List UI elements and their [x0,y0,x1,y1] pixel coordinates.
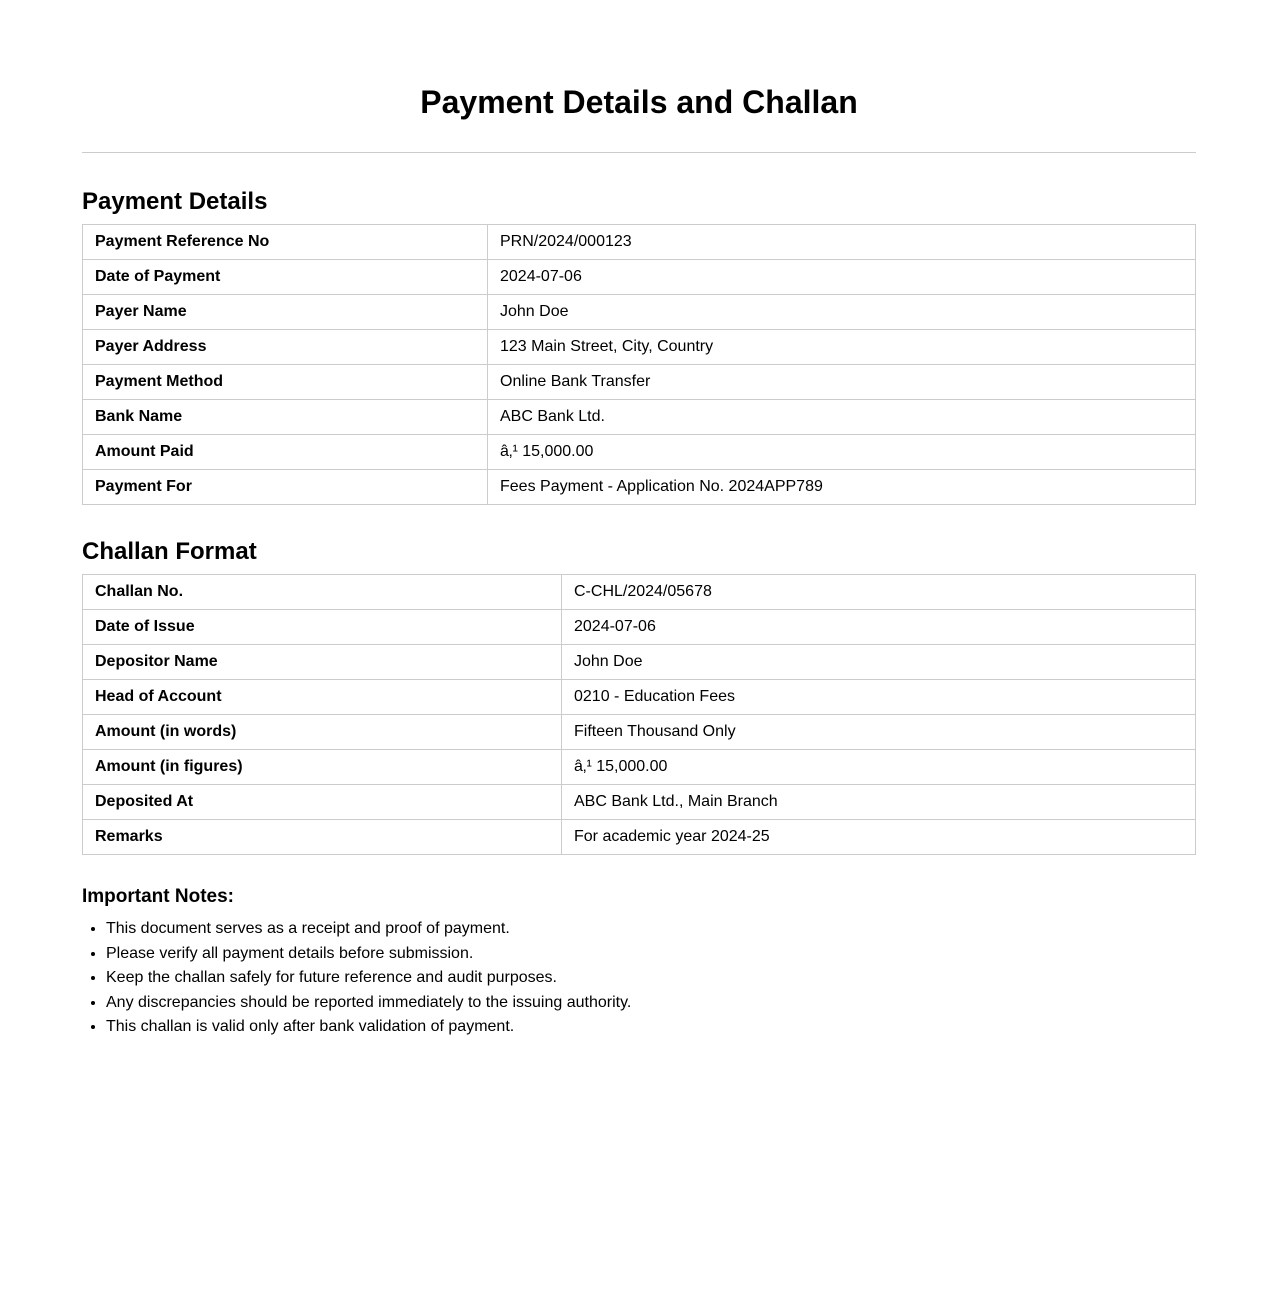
amount-in-figures-value: â‚¹ 15,000.00 [562,750,1196,785]
table-row [83,400,1196,435]
amount-paid-value: â‚¹ 15,000.00 [488,435,1196,470]
amount-in-words-label: Amount (in words) [83,715,562,750]
date-of-payment-value: 2024-07-06 [488,260,1196,295]
payment-method-value: Online Bank Transfer [488,365,1196,400]
date-of-issue-value: 2024-07-06 [562,610,1196,645]
head-of-account-label: Head of Account [83,680,562,715]
challan-format-heading: Challan Format [82,538,257,565]
payment-for-label: Payment For [83,470,488,505]
table-row [83,330,1196,365]
table-row [83,750,1196,785]
bank-name-label: Bank Name [83,400,488,435]
table-row [83,610,1196,645]
list-item: • This challan is valid only after bank validation of payment. [106,1015,1196,1040]
payment-reference-label: Payment Reference No [83,225,488,260]
remarks-value: For academic year 2024-25 [562,820,1196,855]
list-item: • Any discrepancies should be reported immediately to the issuing authority. [106,991,1196,1016]
table-row [83,260,1196,295]
payer-address-label: Payer Address [83,330,488,365]
payment-method-label: Payment Method [83,365,488,400]
table-row [83,225,1196,260]
amount-in-figures-label: Amount (in figures) [83,750,562,785]
important-notes-heading: Important Notes: [82,886,234,907]
title-divider [82,152,1196,153]
remarks-label: Remarks [83,820,562,855]
table-row [83,295,1196,330]
deposited-at-value: ABC Bank Ltd., Main Branch [562,785,1196,820]
list-item: • Keep the challan safely for future reference and audit purposes. [106,966,1196,991]
challan-table [82,574,1196,855]
payment-reference-value: PRN/2024/000123 [488,225,1196,260]
list-item: • This document serves as a receipt and proof of payment. [106,917,1196,942]
important-notes-list [82,917,1196,1040]
challan-no-label: Challan No. [83,575,562,610]
table-row [83,820,1196,855]
depositor-name-value: John Doe [562,645,1196,680]
amount-in-words-value: Fifteen Thousand Only [562,715,1196,750]
challan-no-value: C-CHL/2024/05678 [562,575,1196,610]
payer-name-label: Payer Name [83,295,488,330]
payment-for-value: Fees Payment - Application No. 2024APP789 [488,470,1196,505]
table-row [83,365,1196,400]
payment-details-table [82,224,1196,505]
table-row [83,575,1196,610]
page-title: Payment Details and Challan [420,84,858,120]
date-of-issue-label: Date of Issue [83,610,562,645]
payer-address-value: 123 Main Street, City, Country [488,330,1196,365]
list-item: • Please verify all payment details before submission. [106,942,1196,967]
table-row [83,645,1196,680]
payer-name-value: John Doe [488,295,1196,330]
table-row [83,470,1196,505]
payment-details-heading: Payment Details [82,188,268,215]
depositor-name-label: Depositor Name [83,645,562,680]
table-row [83,715,1196,750]
amount-paid-label: Amount Paid [83,435,488,470]
table-row [83,680,1196,715]
deposited-at-label: Deposited At [83,785,562,820]
table-row [83,785,1196,820]
bank-name-value: ABC Bank Ltd. [488,400,1196,435]
head-of-account-value: 0210 - Education Fees [562,680,1196,715]
table-row [83,435,1196,470]
date-of-payment-label: Date of Payment [83,260,488,295]
